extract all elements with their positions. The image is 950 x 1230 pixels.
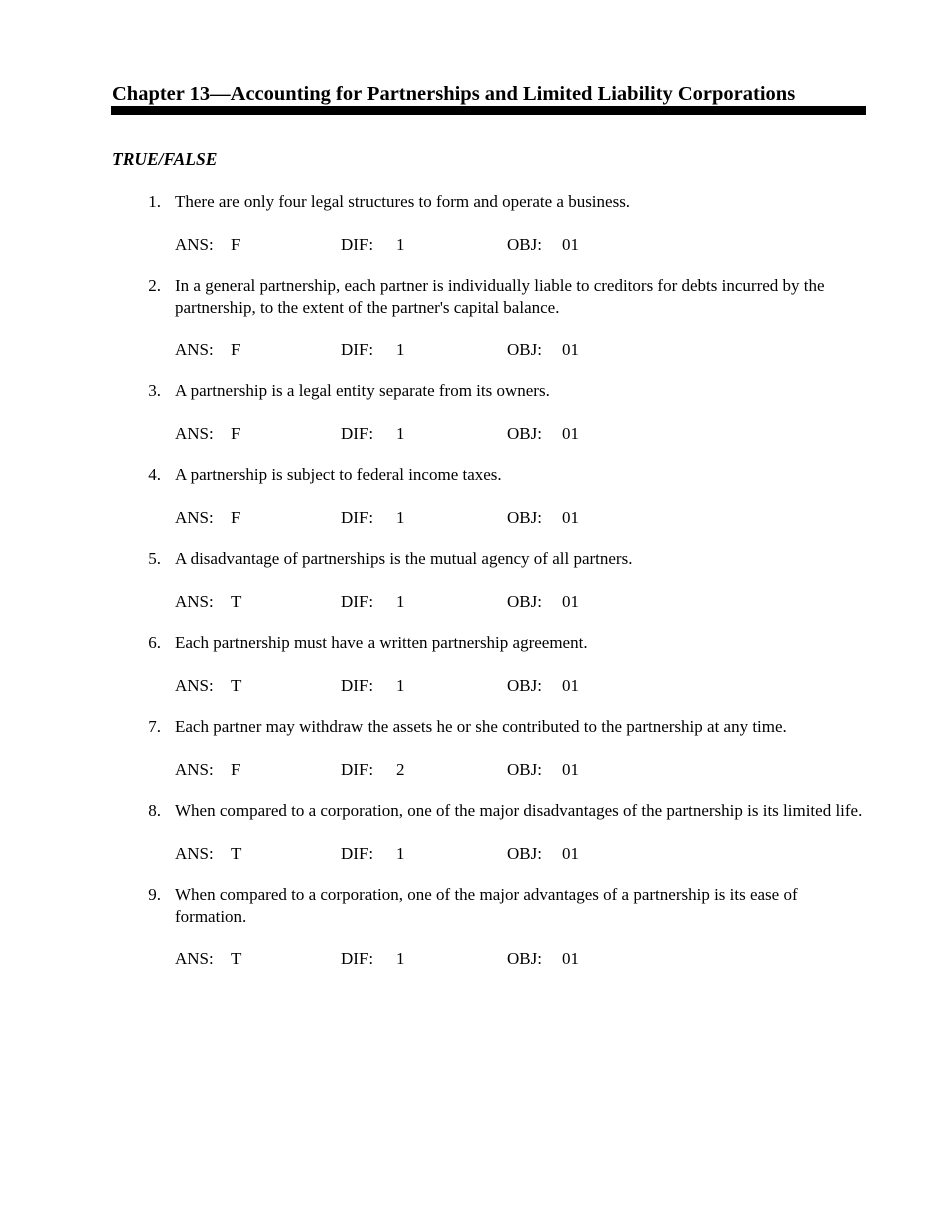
obj-label: OBJ: [507,340,542,359]
ans-value: F [231,760,241,779]
answer-row [0,507,950,529]
answer-row [0,591,950,613]
obj-label: OBJ: [507,508,542,527]
dif-value: 1 [396,235,405,254]
ans-value: T [231,592,242,611]
dif-value: 1 [396,424,405,443]
obj-value: 01 [562,508,579,527]
ans-value: F [231,508,241,527]
ans-label: ANS: [175,424,214,443]
dif-label: DIF: [341,949,374,968]
answer-row [0,759,950,781]
answer-row [0,423,950,445]
question-number: 4. [148,465,161,484]
obj-label: OBJ: [507,844,542,863]
question-row [0,191,950,213]
question-text: A partnership is subject to federal income taxes. [175,465,502,484]
answer-row [0,675,950,697]
answer-row [0,234,950,256]
dif-value: 2 [396,760,405,779]
obj-value: 01 [562,760,579,779]
question-item [0,464,950,529]
question-row [0,716,950,738]
question-item [0,548,950,613]
question-row [0,275,950,318]
dif-value: 1 [396,676,405,695]
obj-label: OBJ: [507,235,542,254]
question-item [0,632,950,697]
question-row [0,632,950,654]
ans-label: ANS: [175,949,214,968]
obj-value: 01 [562,592,579,611]
question-item [0,800,950,865]
ans-label: ANS: [175,676,214,695]
dif-value: 1 [396,592,405,611]
ans-label: ANS: [175,844,214,863]
answer-row [0,948,950,970]
question-row [0,884,950,927]
obj-label: OBJ: [507,592,542,611]
question-item [0,191,950,256]
obj-label: OBJ: [507,949,542,968]
ans-label: ANS: [175,760,214,779]
obj-value: 01 [562,424,579,443]
ans-value: F [231,424,241,443]
section-heading: TRUE/FALSE [112,149,218,169]
dif-value: 1 [396,949,405,968]
ans-value: T [231,676,242,695]
obj-label: OBJ: [507,676,542,695]
question-row [0,380,950,402]
question-number: 2. [148,276,161,295]
question-number: 3. [148,381,161,400]
question-text: Each partnership must have a written partnership agreement. [175,633,588,652]
dif-label: DIF: [341,340,374,359]
question-text: There are only four legal structures to form and operate a business. [175,192,631,211]
question-item [0,884,950,970]
dif-label: DIF: [341,760,374,779]
obj-value: 01 [562,949,579,968]
obj-value: 01 [562,235,579,254]
dif-label: DIF: [341,235,374,254]
obj-value: 01 [562,340,579,359]
question-row [0,464,950,486]
dif-value: 1 [396,340,405,359]
dif-label: DIF: [341,424,374,443]
question-list [0,191,950,989]
obj-value: 01 [562,676,579,695]
ans-label: ANS: [175,235,214,254]
question-text: When compared to a corporation, one of the major advantages of a partnership is its ease of formation. [175,885,798,926]
ans-label: ANS: [175,340,214,359]
question-number: 9. [148,885,161,904]
dif-value: 1 [396,508,405,527]
question-number: 6. [148,633,161,652]
question-item [0,380,950,445]
question-text: In a general partnership, each partner is individually liable to creditors for debts incurred by the partnership, to the extent of the partner's capital balance. [175,276,825,317]
dif-label: DIF: [341,676,374,695]
question-row [0,800,950,822]
question-row [0,548,950,570]
question-item [0,275,950,361]
question-number: 7. [148,717,161,736]
ans-label: ANS: [175,508,214,527]
question-item [0,716,950,781]
question-text: Each partner may withdraw the assets he or she contributed to the partnership at any time. [175,717,787,736]
question-text: When compared to a corporation, one of the major disadvantages of the partnership is its limited life. [175,801,863,820]
ans-value: T [231,949,242,968]
obj-value: 01 [562,844,579,863]
question-text: A partnership is a legal entity separate from its owners. [175,381,550,400]
obj-label: OBJ: [507,760,542,779]
ans-value: F [231,235,241,254]
question-number: 5. [148,549,161,568]
dif-label: DIF: [341,592,374,611]
dif-value: 1 [396,844,405,863]
answer-row [0,339,950,361]
answer-row [0,843,950,865]
title-rule [111,106,866,115]
obj-label: OBJ: [507,424,542,443]
question-number: 8. [148,801,161,820]
dif-label: DIF: [341,844,374,863]
question-number: 1. [148,192,161,211]
ans-value: T [231,844,242,863]
question-text: A disadvantage of partnerships is the mutual agency of all partners. [175,549,633,568]
ans-value: F [231,340,241,359]
chapter-title: Chapter 13—Accounting for Partnerships and Limited Liability Corporations [112,83,796,105]
dif-label: DIF: [341,508,374,527]
ans-label: ANS: [175,592,214,611]
